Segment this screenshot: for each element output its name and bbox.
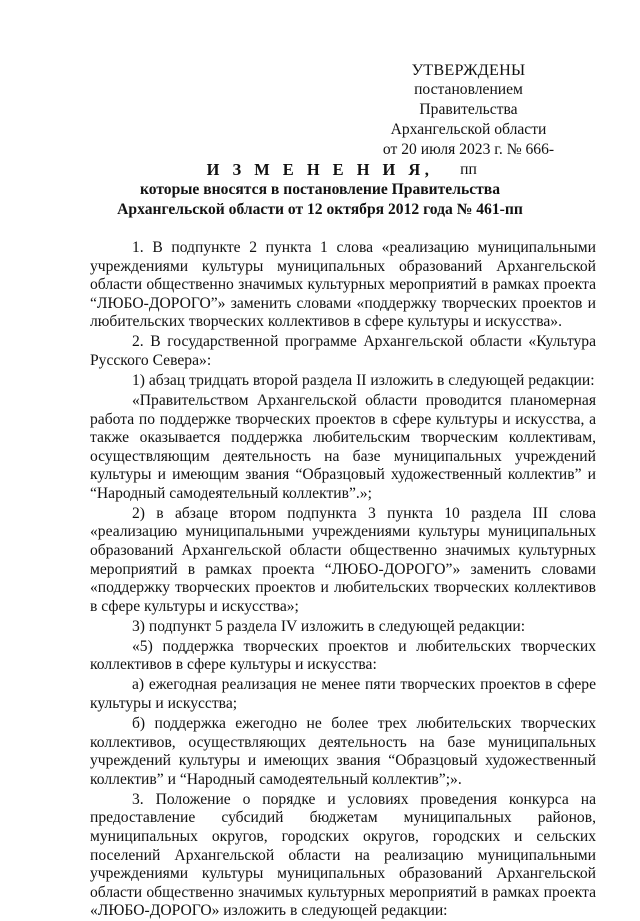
paragraph: а) ежегодная реализация не менее пяти творческих проектов в сфере культуры и искусства; [90, 676, 596, 712]
approval-heading: УТВЕРЖДЕНЫ [411, 61, 526, 79]
title-sub: которые вносятся в постановление Правительства [139, 181, 501, 198]
approval-line: Архангельской области [390, 121, 547, 138]
document-body [90, 239, 596, 921]
paragraph: 3. Положение о порядке и условиях проведения конкурса на предоставление субсидий бюджетам муниципальных районов, муниципальных округов, городских округов, городских и сельских поселений Архангельской области на реализацию муниципальными учреждениями культуры муниципальных образований Архангельской области общественно значимых культурных мероприятий в рамках проекта «ЛЮБО-ДОРОГО» изложить в следующей редакции: [90, 790, 596, 920]
approval-line: от 20 июля 2023 г. № 666-пп [382, 141, 555, 178]
paragraph: 2) в абзаце втором подпункта 3 пункта 10 раздела III слова «реализацию муниципальными учреждениями культуры муниципальных образований Архангельской области общественно значимых культурных мероприятий в рамках проекта “ЛЮБО-ДОРОГО”» заменить словами «поддержку творческих проектов и любительских творческих коллективов в сфере культуры и искусства»; [90, 504, 596, 615]
paragraph: 1. В подпункте 2 пункта 1 слова «реализацию муниципальными учреждениями культуры муниципальных образований Архангельской области общественно значимых культурных мероприятий в рамках проекта “ЛЮБО-ДОРОГО”» заменить словами «поддержку творческих проектов и любительских творческих коллективов в сфере культуры и искусства». [90, 239, 596, 331]
document-title [90, 160, 550, 220]
paragraph: 2. В государственной программе Архангельской области «Культура Русского Севера»: [90, 333, 596, 369]
paragraph: 3) подпункт 5 раздела IV изложить в следующей редакции: [132, 617, 526, 635]
approval-line: постановлением Правительства [414, 81, 523, 118]
paragraph: «Правительством Архангельской области проводится планомерная работа по поддержке творческих проектов в сфере культуры и искусства, а также оказывается поддержка любительским творческим коллективам, осуществляющим деятельность на базе муниципальных учреждений культуры и имеющим звания “Образцовый художественный коллектив” и “Народный самодеятельный коллектив”.»; [90, 391, 596, 502]
paragraph: «5) поддержка творческих проектов и любительских творческих коллективов в сфере культуры и искусства: [90, 637, 596, 674]
paragraph: б) поддержка ежегодно не более трех любительских творческих коллективов, осуществляющих деятельность на базе муниципальных учреждений культуры и имеющих звания “Образцовый художественный коллектив” и “Народный самодеятельный коллектив”;». [90, 714, 596, 788]
paragraph: 1) абзац тридцать второй раздела II изложить в следующей редакции: [132, 371, 595, 389]
title-sub: Архангельской области от 12 октября 2012 года № 461-пп [117, 201, 523, 218]
title-main: И З М Е Н Е Н И Я, [206, 160, 434, 179]
